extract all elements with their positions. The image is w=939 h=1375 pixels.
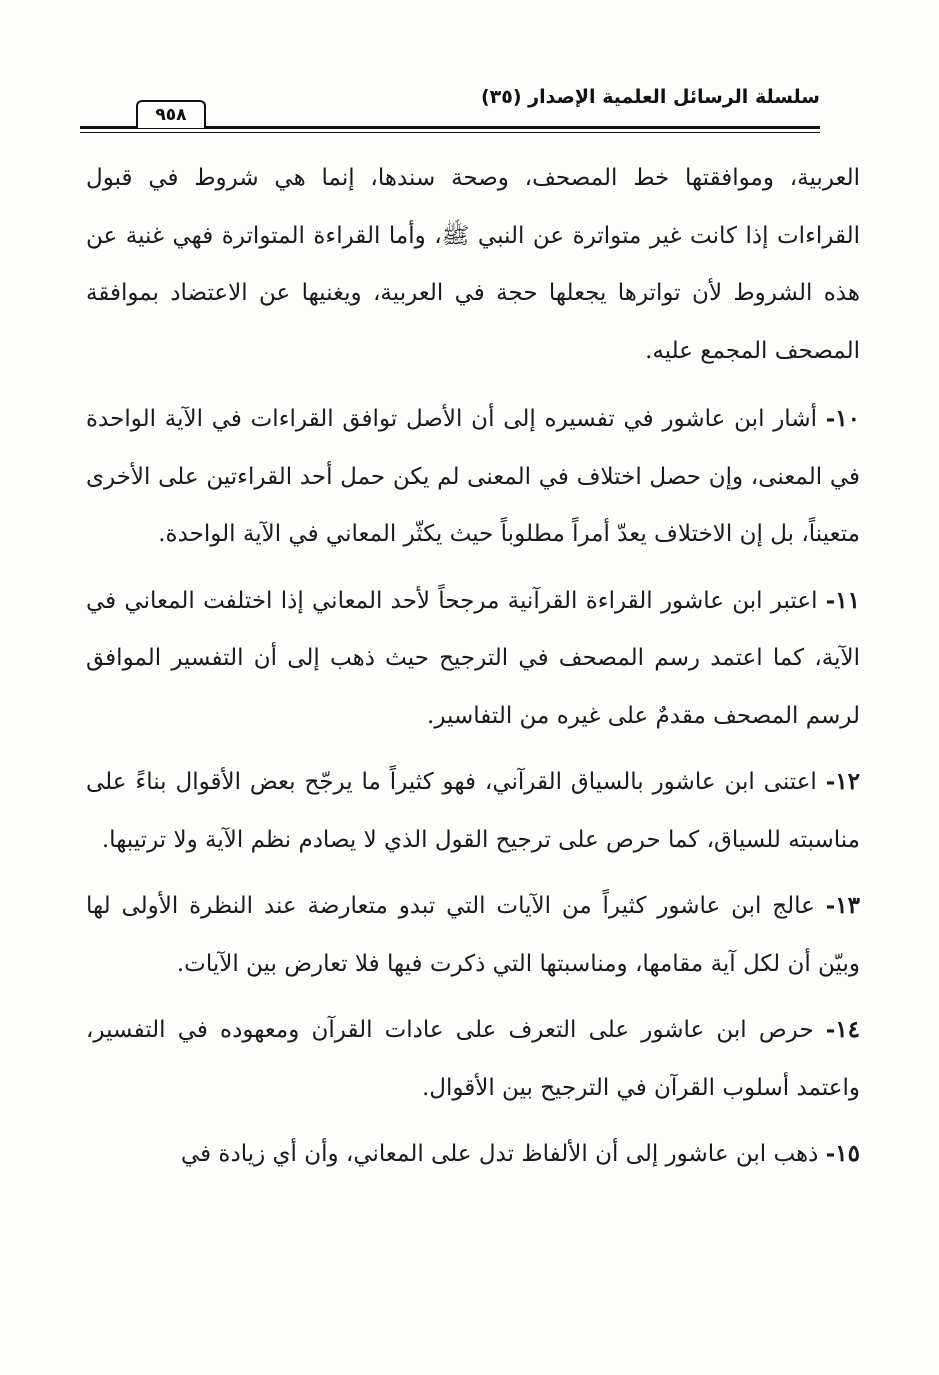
item-text: أشار ابن عاشور في تفسيره إلى أن الأصل توافق القراءات في الآية الواحدة في المعنى، وإن حصل اختلاف في المعنى لم يكن حمل أحد القراءتين على الأخرى متعيناً، بل إن الاختلاف يعدّ أمراً مطلوباً حيث يكثّر المعاني في الآية الواحدة. — [86, 406, 860, 547]
page-header — [80, 82, 820, 132]
item-text: اعتنى ابن عاشور بالسياق القرآني، فهو كثيراً ما يرجّح بعض الأقوال بناءً على مناسبته للسياق، كما حرص على ترجيح القول الذي لا يصادم نظم الآية ولا ترتيبها. — [86, 769, 860, 853]
list-item — [86, 572, 860, 746]
list-item — [86, 1001, 860, 1117]
item-number: ١١- — [825, 586, 860, 614]
item-number: ١٢- — [825, 768, 860, 795]
item-text: حرص ابن عاشور على التعرف على عادات القرآن ومعهوده في التفسير، واعتمد أسلوب القرآن في الترجيح بين الأقوال. — [86, 1017, 860, 1101]
item-number: ١٠- — [825, 405, 860, 432]
list-item — [86, 753, 860, 869]
item-text: ذهب ابن عاشور إلى أن الألفاظ تدل على المعاني، وأن أي زيادة في — [180, 1141, 819, 1167]
item-text: اعتبر ابن عاشور القراءة القرآنية مرجحاً لأحد المعاني إذا اختلفت المعاني في الآية، كما اعتمد رسم المصحف في الترجيح حيث ذهب إلى أن التفسير الموافق لرسم المصحف مقدمٌ على غيره من التفاسير. — [86, 587, 860, 729]
list-item — [86, 877, 860, 993]
item-number: ١٣- — [825, 892, 861, 919]
list-item — [86, 1125, 860, 1184]
header-rule-thin — [80, 132, 820, 133]
item-number: ١٥- — [825, 1140, 860, 1167]
intro-paragraph: العربية، وموافقتها خط المصحف، وصحة سندها، إنما هي شروط في قبول القراءات إذا كانت غير متواترة عن النبي ﷺ، وأما القراءة المتواترة فهي غنية عن هذه الشروط لأن تواترها يجعلها حجة في العربية، ويغنيها عن الاعتضاد بموافقة المصحف المجمع عليه. — [86, 165, 860, 364]
item-number: ١٤- — [825, 1016, 860, 1043]
page-body — [86, 150, 860, 1192]
item-text: عالج ابن عاشور كثيراً من الآيات التي تبدو متعارضة عند النظرة الأولى لها وبيّن أن لكل آية مقامها، ومناسبتها التي ذكرت فيها فلا تعارض بين الآيات. — [86, 893, 860, 977]
page-number: ٩٥٨ — [136, 100, 206, 128]
list-item — [86, 390, 860, 564]
series-title: سلسلة الرسائل العلمية الإصدار (٣٥) — [480, 86, 820, 108]
